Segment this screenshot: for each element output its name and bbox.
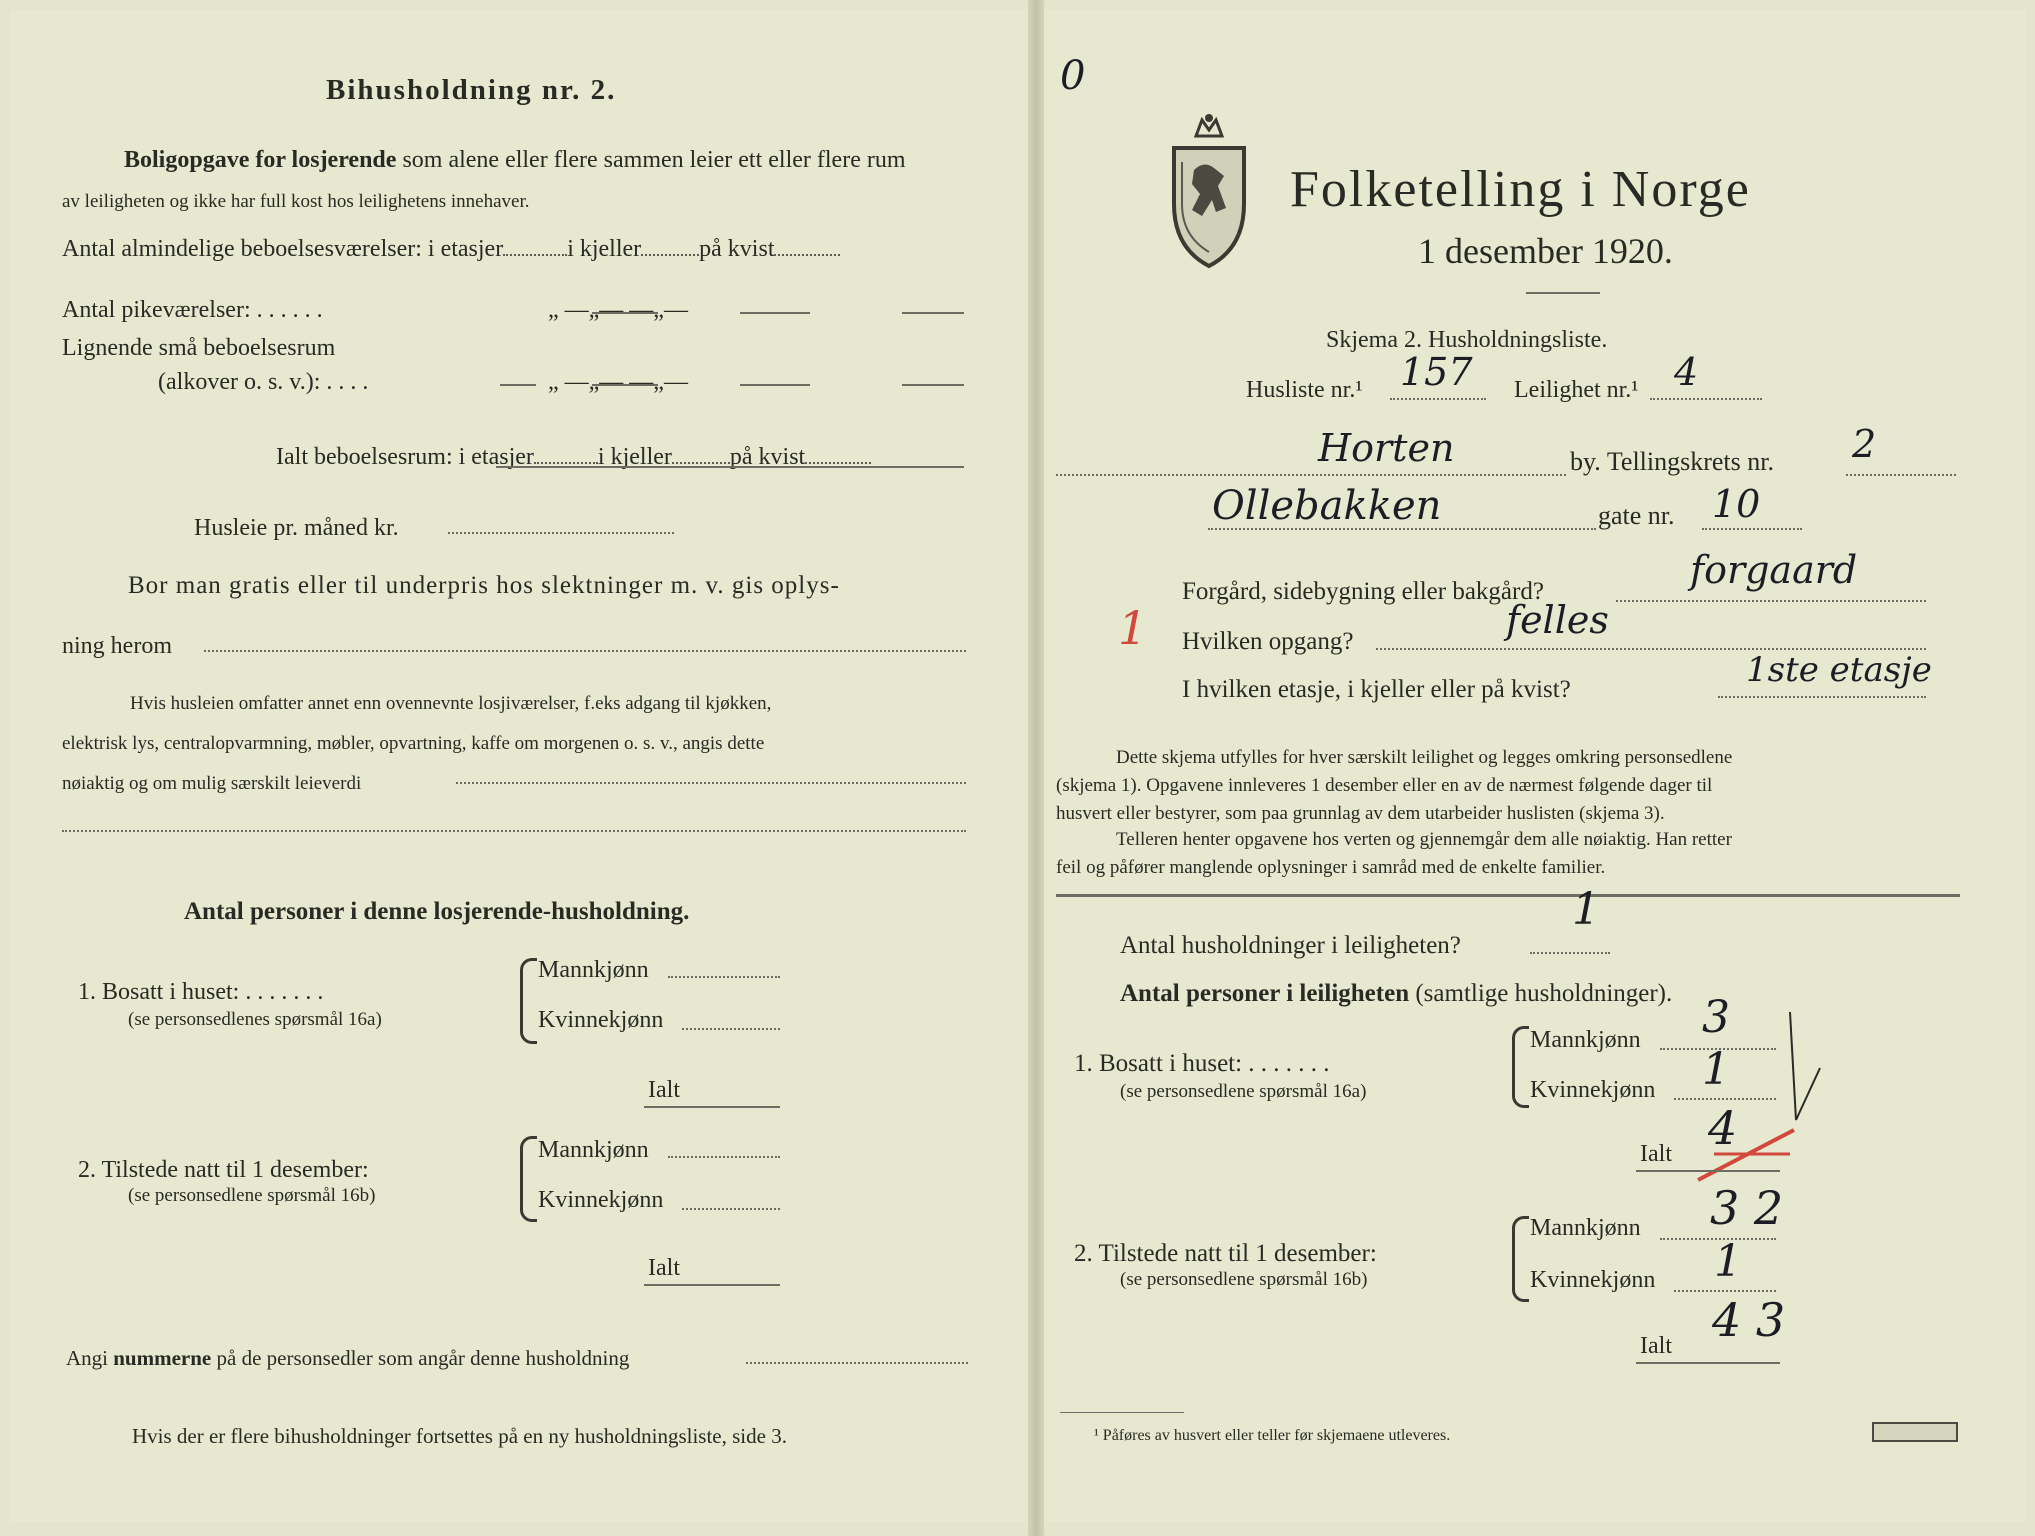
right-persons-heading bbox=[1120, 980, 1672, 1008]
rooms-kjeller: i kjeller bbox=[567, 236, 642, 262]
left-q2-kvinne: Kvinnekjønn bbox=[538, 1187, 664, 1213]
page-fold bbox=[1028, 0, 1044, 1536]
rooms-kvist: på kvist bbox=[699, 236, 775, 262]
instr-line-5: feil og påfører manglende oplysninger i samråd med de enkelte familier. bbox=[1056, 857, 1606, 878]
husliste-label: Husliste nr.¹ bbox=[1246, 377, 1363, 403]
right-persons-rest: (samtlige husholdninger). bbox=[1415, 980, 1673, 1007]
left-q2-label: 2. Tilstede natt til 1 desember: bbox=[78, 1157, 369, 1183]
form-date: 1 desember 1920. bbox=[1418, 231, 1673, 271]
left-footer: Hvis der er flere bihusholdninger fortsettes på en ny husholdningsliste, side 3. bbox=[132, 1424, 787, 1448]
right-persons-bold: Antal personer i leiligheten bbox=[1120, 980, 1410, 1007]
opgang-value: felles bbox=[1506, 598, 1609, 642]
gate-label: gate nr. bbox=[1598, 501, 1675, 530]
etasje-value: 1ste etasje bbox=[1746, 650, 1932, 690]
right-q2-mann: Mannkjønn bbox=[1530, 1215, 1641, 1241]
red-mark: 1 bbox=[1118, 601, 1148, 655]
rooms-row bbox=[62, 234, 840, 263]
right-q2-kvinne-value: 1 bbox=[1714, 1236, 1742, 1287]
left-persons-heading: Antal personer i denne losjerende-husholdning. bbox=[184, 898, 690, 925]
ialt-rooms-kvist: på kvist bbox=[729, 444, 806, 470]
right-q1-sub: (se personsedlene spørsmål 16a) bbox=[1120, 1081, 1367, 1102]
instr-line-3: husvert eller bestyrer, som paa grunnlag av dem utarbeider huslisten (skjema 3). bbox=[1056, 803, 1665, 824]
hvis-line-1: Hvis husleien omfatter annet enn ovennevnte losjiværelser, f.eks adgang til kjøkken, bbox=[130, 693, 772, 714]
right-q1-label: 1. Bosatt i huset: . . . . . . . bbox=[1074, 1050, 1330, 1077]
left-q2-sub: (se personsedlene spørsmål 16b) bbox=[128, 1185, 376, 1206]
pike-marks: „ —„— —„— bbox=[548, 297, 688, 323]
form-title: Folketelling i Norge bbox=[1290, 161, 1751, 218]
lign-label-1: Lignende små beboelsesrum bbox=[62, 335, 336, 361]
forgard-value: forgaard bbox=[1690, 548, 1858, 592]
forgard-label: Forgård, sidebygning eller bakgård? bbox=[1182, 578, 1544, 605]
instr-line-1: Dette skjema utfylles for hver særskilt leilighet og legges omkring personsedlene bbox=[1116, 747, 1733, 768]
leilighet-value: 4 bbox=[1674, 350, 1699, 394]
hush-value: 1 bbox=[1572, 884, 1600, 935]
left-q1-sub: (se personsedlenes spørsmål 16a) bbox=[128, 1009, 382, 1030]
right-q1-kvinne: Kvinnekjønn bbox=[1530, 1077, 1656, 1103]
right-q2-sub: (se personsedlene spørsmål 16b) bbox=[1120, 1269, 1368, 1290]
angi-line bbox=[66, 1344, 629, 1372]
printer-stamp bbox=[1872, 1422, 1958, 1442]
husliste-value: 157 bbox=[1400, 350, 1473, 394]
instr-line-4: Telleren henter opgavene hos verten og gjennemgår dem alle nøiaktig. Han retter bbox=[1116, 829, 1732, 850]
left-q1-label: 1. Bosatt i huset: . . . . . . . bbox=[78, 979, 324, 1005]
right-q1-mann: Mannkjønn bbox=[1530, 1027, 1641, 1053]
schema-label: Skjema 2. Husholdningsliste. bbox=[1326, 327, 1608, 353]
right-q2-kvinne: Kvinnekjønn bbox=[1530, 1267, 1656, 1293]
rooms-label: Antal almindelige beboelsesværelser: i etasjer bbox=[62, 236, 504, 262]
gratis-line-1: Bor man gratis eller til underpris hos slektninger m. v. gis oplys- bbox=[128, 572, 840, 599]
instr-line-2: (skjema 1). Opgavene innleveres 1 desember eller en av de nærmest følgende dager til bbox=[1056, 775, 1713, 796]
angi-bold: nummerne bbox=[113, 1346, 212, 1370]
right-q1-mann-value: 3 bbox=[1702, 992, 1730, 1043]
street-value: Ollebakken bbox=[1212, 483, 1442, 529]
by-label: by. Tellingskrets nr. bbox=[1570, 447, 1775, 476]
krets-value: 2 bbox=[1852, 422, 1877, 466]
right-q2-label: 2. Tilstede natt til 1 desember: bbox=[1074, 1240, 1377, 1267]
corner-mark: 0 bbox=[1060, 53, 1086, 99]
husleie-label: Husleie pr. måned kr. bbox=[194, 515, 399, 541]
left-q2-ialt: Ialt bbox=[648, 1255, 680, 1281]
intro-rest: som alene eller flere sammen leier ett eller flere rum bbox=[402, 147, 906, 173]
angi-pre: Angi bbox=[66, 1346, 108, 1370]
hvis-line-2: elektrisk lys, centralopvarmning, møbler, opvartning, kaffe om morgenen o. s. v., angis dette bbox=[62, 733, 765, 754]
ialt-rooms-kjeller: i kjeller bbox=[597, 444, 672, 470]
right-q1-ialt: Ialt bbox=[1640, 1141, 1672, 1167]
opgang-label: Hvilken opgang? bbox=[1182, 628, 1354, 655]
left-title: Bihusholdning nr. 2. bbox=[326, 74, 617, 106]
ialt-rooms-label: Ialt beboelsesrum: i etasjer bbox=[276, 444, 534, 470]
lign-label-2: (alkover o. s. v.): . . . . bbox=[158, 369, 369, 395]
red-strike-icon bbox=[1694, 1124, 1798, 1184]
left-q1-kvinne: Kvinnekjønn bbox=[538, 1007, 664, 1033]
right-q2-ialt: Ialt bbox=[1640, 1333, 1672, 1359]
pike-label: Antal pikeværelser: . . . . . . bbox=[62, 297, 323, 323]
left-q1-mann: Mannkjønn bbox=[538, 957, 649, 983]
angi-post: på de personsedler som angår denne husholdning bbox=[216, 1346, 630, 1370]
etasje-label: I hvilken etasje, i kjeller eller på kvist? bbox=[1182, 676, 1571, 703]
right-q2-ialt-value: 4 3 bbox=[1712, 1293, 1786, 1347]
lign-marks: „ —„— —„— bbox=[548, 369, 688, 395]
right-q1-kvinne-value: 1 bbox=[1702, 1044, 1730, 1095]
gate-value: 10 bbox=[1712, 482, 1761, 526]
hvis-line-3: nøiaktig og om mulig særskilt leieverdi bbox=[62, 773, 362, 794]
left-q1-ialt: Ialt bbox=[648, 1077, 680, 1103]
footnote: ¹ Påføres av husvert eller teller før skjemaene utleveres. bbox=[1094, 1427, 1451, 1444]
hush-label: Antal husholdninger i leiligheten? bbox=[1120, 932, 1461, 959]
left-q2-mann: Mannkjønn bbox=[538, 1137, 649, 1163]
right-q1-ialt-value: 4 bbox=[1708, 1101, 1738, 1155]
leilighet-label: Leilighet nr.¹ bbox=[1514, 377, 1639, 403]
intro-line-2: av leiligheten og ikke har full kost hos leilighetens innehaver. bbox=[62, 191, 530, 212]
coat-of-arms-icon bbox=[1168, 112, 1250, 270]
intro-bold: Boligopgave for losjerende bbox=[124, 147, 397, 173]
check-mark-icon bbox=[1786, 1008, 1826, 1126]
city-value: Horten bbox=[1318, 426, 1455, 470]
right-q2-mann-value: 3 2 bbox=[1710, 1181, 1784, 1235]
gratis-line-2: ning herom bbox=[62, 633, 172, 659]
intro-line-1 bbox=[124, 146, 906, 174]
